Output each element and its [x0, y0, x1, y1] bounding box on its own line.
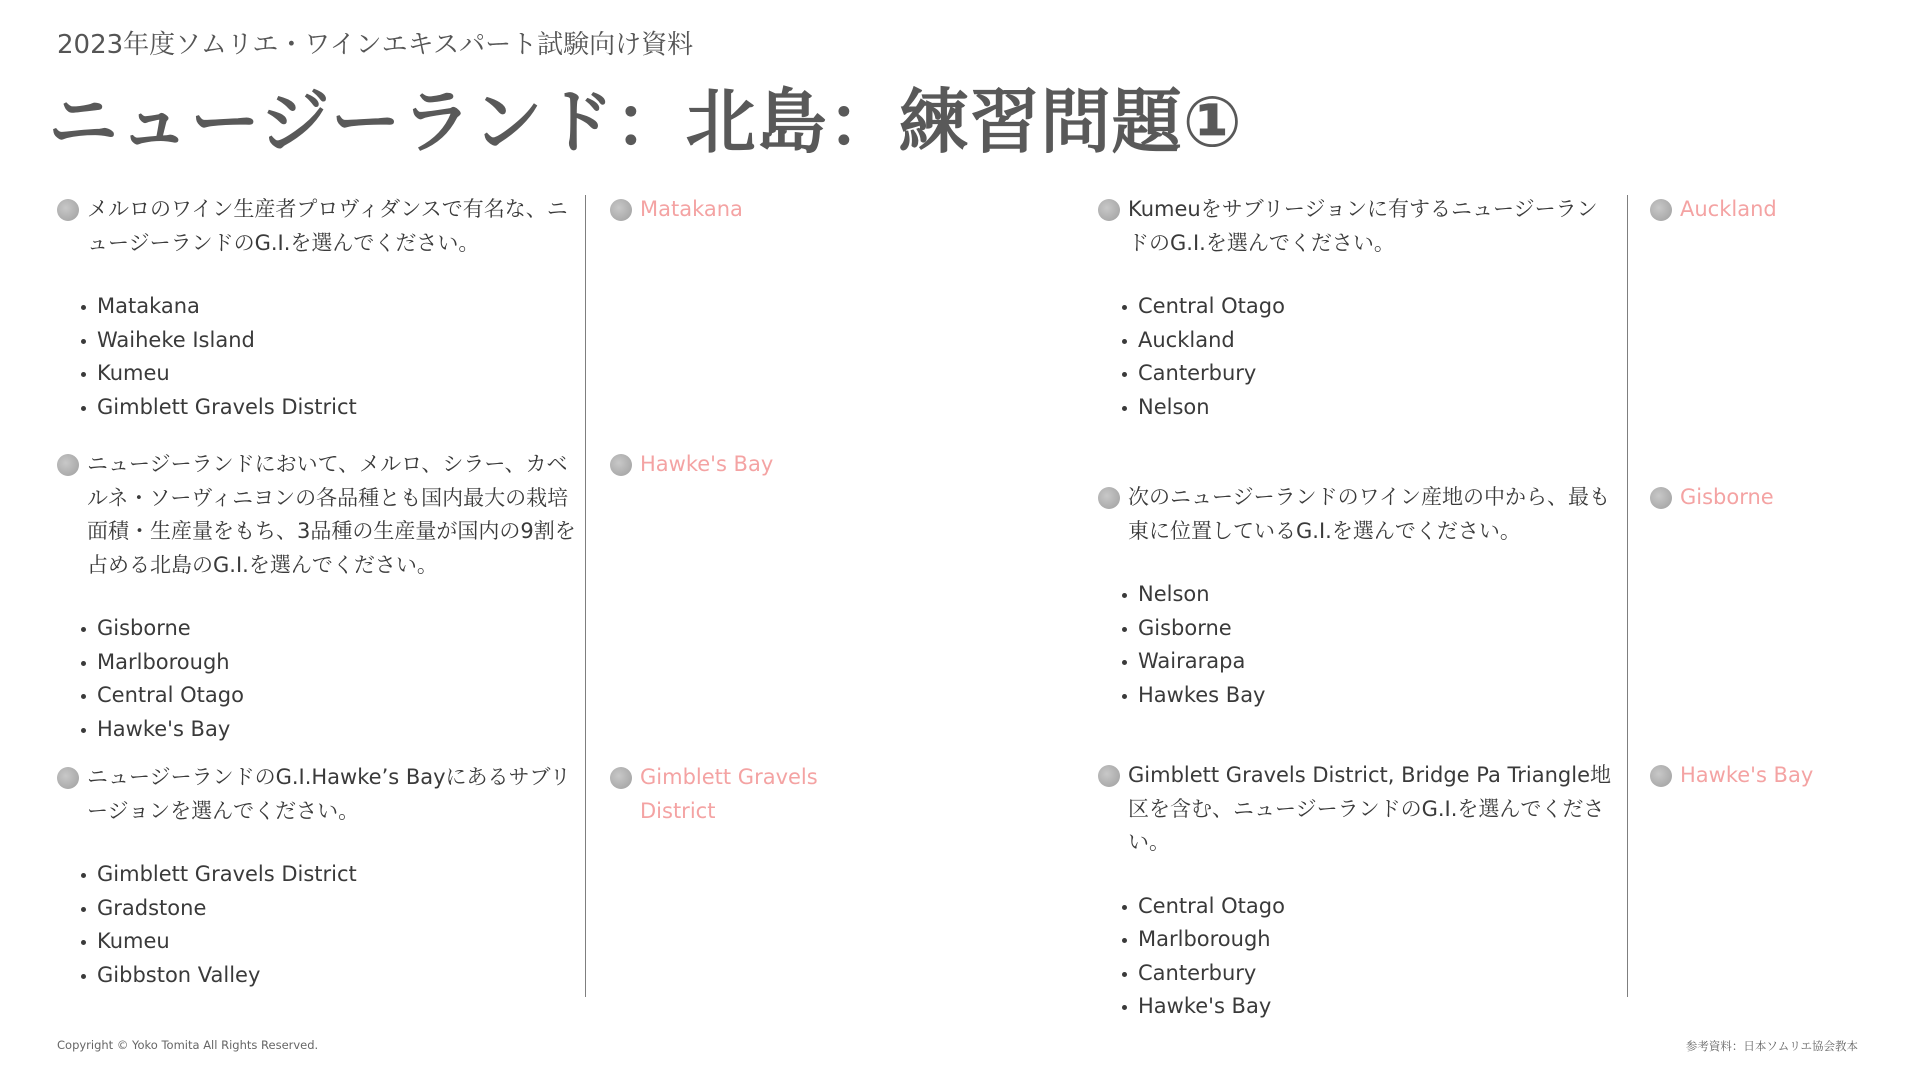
bullet-circle-icon	[610, 767, 632, 789]
column-divider-right	[1627, 195, 1628, 997]
answer-6	[1650, 759, 1850, 793]
option-item: Matakana	[81, 290, 577, 324]
answer-5	[1650, 481, 1850, 515]
bullet-circle-icon	[1098, 199, 1120, 221]
option-item: Kumeu	[81, 925, 577, 959]
question-text: ニュージーランドのG.I.Hawke’s Bayにあるサブリージョンを選んでください。	[87, 765, 571, 823]
bullet-circle-icon	[610, 454, 632, 476]
answer-2	[610, 448, 840, 482]
bullet-circle-icon	[57, 767, 79, 789]
option-item: Central Otago	[1122, 890, 1618, 924]
answer-text: Hawke's Bay	[640, 452, 774, 476]
bullet-circle-icon	[57, 199, 79, 221]
answer-3	[610, 761, 820, 828]
answer-text: Auckland	[1680, 197, 1777, 221]
option-item: Nelson	[1122, 578, 1618, 612]
answer-1	[610, 193, 840, 227]
option-item: Canterbury	[1122, 357, 1618, 391]
option-item: Hawke's Bay	[1122, 990, 1618, 1024]
option-item: Wairarapa	[1122, 645, 1618, 679]
bullet-circle-icon	[1650, 199, 1672, 221]
option-list	[57, 290, 577, 424]
question-2	[57, 448, 577, 746]
bullet-circle-icon	[610, 199, 632, 221]
option-list	[1098, 290, 1618, 424]
option-item: Hawke's Bay	[81, 713, 577, 747]
question-text: Kumeuをサブリージョンに有するニュージーランドのG.I.を選んでください。	[1128, 197, 1598, 255]
option-list	[57, 612, 577, 746]
column-divider-left	[585, 195, 586, 997]
bullet-circle-icon	[1650, 765, 1672, 787]
answer-text: Gisborne	[1680, 485, 1774, 509]
question-text: ニュージーランドにおいて、メルロ、シラー、カベルネ・ソーヴィニヨンの各品種とも国内最大の栽培面積・生産量をもち、3品種の生産量が国内の9割を占める北島のG.I.を選んでください。	[87, 452, 576, 577]
answer-text: Gimblett Gravels District	[640, 765, 818, 823]
page-title: ニュージーランド：北島：練習問題①	[48, 81, 1243, 163]
option-item: Waiheke Island	[81, 324, 577, 358]
answer-4	[1650, 193, 1850, 227]
option-list	[57, 858, 577, 992]
option-item: Kumeu	[81, 357, 577, 391]
option-item: Gimblett Gravels District	[81, 391, 577, 425]
question-3	[57, 761, 577, 992]
option-item: Gradstone	[81, 892, 577, 926]
option-item: Hawkes Bay	[1122, 679, 1618, 713]
bullet-circle-icon	[1098, 487, 1120, 509]
option-item: Nelson	[1122, 391, 1618, 425]
option-item: Gibbston Valley	[81, 959, 577, 993]
option-item: Auckland	[1122, 324, 1618, 358]
question-5	[1098, 481, 1618, 712]
answer-text: Hawke's Bay	[1680, 763, 1814, 787]
document-subtitle: 2023年度ソムリエ・ワインエキスパート試験向け資料	[57, 30, 694, 60]
bullet-circle-icon	[57, 454, 79, 476]
question-text: Gimblett Gravels District, Bridge Pa Triangle地区を含む、ニュージーランドのG.I.を選んでください。	[1128, 763, 1612, 854]
option-item: Marlborough	[81, 646, 577, 680]
question-1	[57, 193, 577, 424]
answer-text: Matakana	[640, 197, 743, 221]
option-item: Central Otago	[1122, 290, 1618, 324]
option-item: Gisborne	[81, 612, 577, 646]
option-list	[1098, 578, 1618, 712]
option-item: Central Otago	[81, 679, 577, 713]
question-4	[1098, 193, 1618, 424]
option-item: Gisborne	[1122, 612, 1618, 646]
bullet-circle-icon	[1650, 487, 1672, 509]
copyright-notice: Copyright © Yoko Tomita All Rights Reserved.	[57, 1038, 319, 1052]
reference-note: 参考資料：日本ソムリエ協会教本	[1685, 1039, 1858, 1053]
question-text: メルロのワイン生産者プロヴィダンスで有名な、ニュージーランドのG.I.を選んでください。	[87, 197, 568, 255]
option-item: Marlborough	[1122, 923, 1618, 957]
option-item: Gimblett Gravels District	[81, 858, 577, 892]
bullet-circle-icon	[1098, 765, 1120, 787]
question-text: 次のニュージーランドのワイン産地の中から、最も東に位置しているG.I.を選んでください。	[1128, 485, 1610, 543]
option-list	[1098, 890, 1618, 1024]
question-6	[1098, 759, 1618, 1024]
option-item: Canterbury	[1122, 957, 1618, 991]
